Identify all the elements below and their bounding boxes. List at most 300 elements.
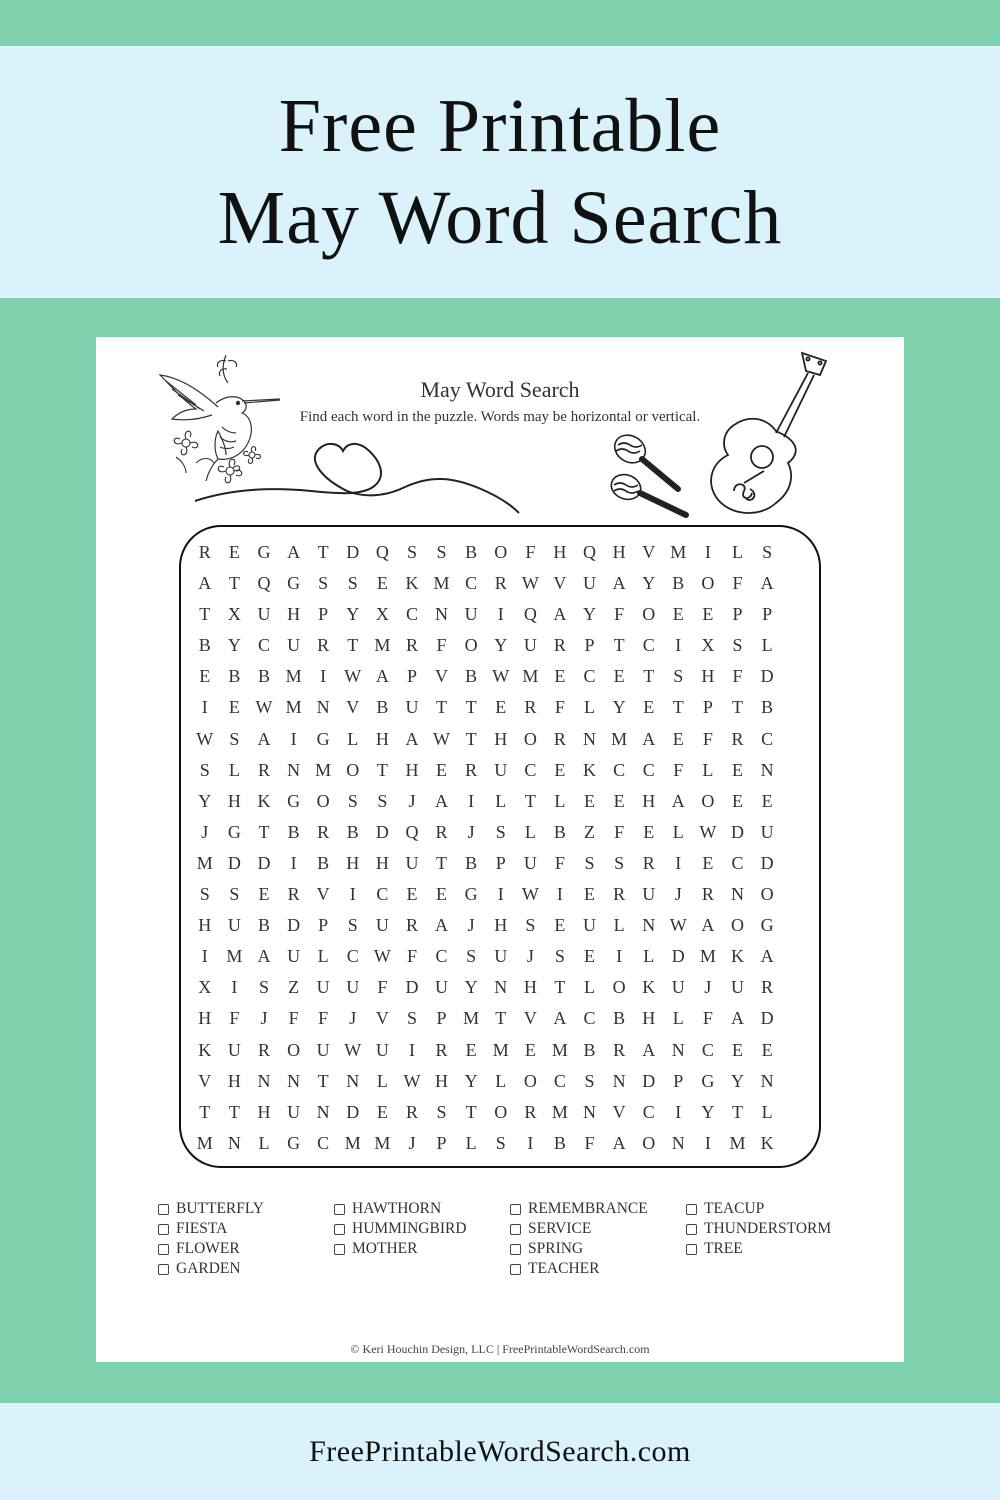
grid-letter[interactable]: M (551, 1101, 568, 1122)
grid-letter[interactable]: E (376, 1101, 388, 1122)
grid-letter[interactable]: L (702, 759, 714, 780)
word-checkbox[interactable] (158, 1204, 169, 1215)
grid-letter[interactable]: I (408, 1039, 415, 1060)
grid-letter[interactable]: M (699, 946, 716, 967)
grid-letter[interactable]: H (198, 915, 212, 936)
grid-letter[interactable]: D (375, 821, 389, 842)
grid-letter[interactable]: T (465, 697, 477, 718)
grid-letter[interactable]: C (613, 759, 626, 780)
grid-letter[interactable]: D (642, 1070, 656, 1091)
grid-letter[interactable]: M (196, 1132, 213, 1153)
grid-letter[interactable]: T (258, 821, 270, 842)
grid-letter[interactable]: P (732, 604, 743, 625)
grid-letter[interactable]: I (231, 977, 238, 998)
grid-letter[interactable]: K (642, 977, 656, 998)
grid-letter[interactable]: H (701, 666, 715, 687)
grid-letter[interactable]: I (468, 790, 475, 811)
grid-letter[interactable]: R (317, 635, 330, 656)
grid-letter[interactable]: U (583, 573, 597, 594)
grid-letter[interactable]: A (760, 573, 774, 594)
grid-letter[interactable]: O (701, 790, 715, 811)
grid-letter[interactable]: I (704, 542, 711, 562)
grid-letter[interactable]: W (492, 666, 510, 687)
grid-letter[interactable]: X (701, 635, 715, 656)
word-checkbox[interactable] (334, 1244, 345, 1255)
grid-letter[interactable]: G (701, 1070, 715, 1091)
grid-letter[interactable]: H (257, 1101, 271, 1122)
grid-letter[interactable]: N (287, 759, 301, 780)
grid-letter[interactable]: C (524, 759, 537, 780)
grid-letter[interactable]: Q (583, 542, 597, 562)
grid-letter[interactable]: U (287, 635, 301, 656)
grid-letter[interactable]: I (201, 697, 208, 718)
grid-letter[interactable]: B (672, 573, 685, 594)
grid-letter[interactable]: T (317, 542, 329, 562)
grid-letter[interactable]: M (522, 666, 539, 687)
grid-letter[interactable]: E (554, 666, 566, 687)
grid-letter[interactable]: H (494, 728, 508, 749)
grid-letter[interactable]: E (258, 884, 270, 905)
grid-letter[interactable]: K (198, 1039, 212, 1060)
grid-letter[interactable]: L (761, 1101, 773, 1122)
grid-letter[interactable]: T (524, 790, 536, 811)
grid-letter[interactable]: H (287, 604, 301, 625)
grid-letter[interactable]: X (198, 977, 212, 998)
grid-letter[interactable]: C (376, 884, 389, 905)
grid-letter[interactable]: U (316, 977, 330, 998)
grid-letter[interactable]: U (464, 604, 478, 625)
grid-letter[interactable]: T (465, 1101, 477, 1122)
grid-letter[interactable]: T (436, 852, 448, 873)
grid-letter[interactable]: L (584, 977, 596, 998)
grid-letter[interactable]: L (465, 1132, 477, 1153)
word-checkbox[interactable] (510, 1224, 521, 1235)
grid-letter[interactable]: P (318, 915, 329, 936)
grid-letter[interactable]: B (198, 635, 211, 656)
grid-letter[interactable]: S (436, 542, 447, 562)
grid-letter[interactable]: E (672, 728, 684, 749)
grid-letter[interactable]: L (495, 1070, 507, 1091)
grid-letter[interactable]: V (198, 1070, 212, 1091)
grid-letter[interactable]: U (405, 697, 419, 718)
grid-letter[interactable]: U (227, 915, 241, 936)
grid-letter[interactable]: P (495, 852, 506, 873)
grid-letter[interactable]: H (612, 542, 626, 562)
grid-letter[interactable]: E (554, 915, 566, 936)
grid-letter[interactable]: N (730, 884, 744, 905)
grid-letter[interactable]: U (257, 604, 271, 625)
grid-letter[interactable]: K (730, 946, 744, 967)
grid-letter[interactable]: A (553, 604, 567, 625)
grid-letter[interactable]: U (494, 946, 508, 967)
grid-letter[interactable]: M (463, 1008, 480, 1029)
grid-letter[interactable]: D (671, 946, 685, 967)
grid-letter[interactable]: S (347, 915, 358, 936)
grid-letter[interactable]: K (405, 573, 419, 594)
grid-letter[interactable]: O (494, 542, 508, 562)
grid-letter[interactable]: L (643, 946, 655, 967)
grid-letter[interactable]: M (315, 759, 332, 780)
grid-letter[interactable]: I (556, 884, 563, 905)
grid-letter[interactable]: E (584, 884, 596, 905)
grid-letter[interactable]: A (671, 790, 685, 811)
grid-letter[interactable]: S (614, 852, 625, 873)
grid-letter[interactable]: E (524, 1039, 536, 1060)
grid-letter[interactable]: S (495, 1132, 506, 1153)
grid-letter[interactable]: Y (464, 977, 478, 998)
grid-letter[interactable]: L (347, 728, 359, 749)
grid-letter[interactable]: I (349, 884, 356, 905)
grid-letter[interactable]: R (731, 728, 744, 749)
grid-letter[interactable]: B (583, 1039, 596, 1060)
grid-letter[interactable]: S (525, 915, 536, 936)
grid-letter[interactable]: E (228, 542, 240, 562)
grid-letter[interactable]: O (464, 635, 478, 656)
grid-letter[interactable]: B (376, 697, 389, 718)
grid-letter[interactable]: S (347, 790, 358, 811)
grid-letter[interactable]: H (523, 977, 537, 998)
grid-letter[interactable]: H (227, 1070, 241, 1091)
word-checkbox[interactable] (510, 1264, 521, 1275)
grid-letter[interactable]: N (671, 1132, 685, 1153)
grid-letter[interactable]: F (732, 666, 743, 687)
grid-letter[interactable]: J (349, 1008, 357, 1029)
grid-letter[interactable]: O (612, 977, 626, 998)
grid-letter[interactable]: E (406, 884, 418, 905)
grid-letter[interactable]: I (320, 666, 327, 687)
grid-letter[interactable]: A (701, 915, 715, 936)
grid-letter[interactable]: M (374, 635, 391, 656)
grid-letter[interactable]: P (406, 666, 417, 687)
grid-letter[interactable]: O (642, 604, 656, 625)
grid-letter[interactable]: A (760, 946, 774, 967)
grid-letter[interactable]: A (198, 573, 212, 594)
grid-letter[interactable]: M (344, 1132, 361, 1153)
grid-letter[interactable]: T (495, 1008, 507, 1029)
grid-letter[interactable]: E (761, 1039, 773, 1060)
grid-letter[interactable]: Y (464, 1070, 478, 1091)
grid-letter[interactable]: M (226, 946, 243, 967)
grid-letter[interactable]: L (317, 946, 329, 967)
grid-letter[interactable]: B (465, 542, 478, 562)
grid-letter[interactable]: S (584, 852, 595, 873)
grid-letter[interactable]: N (583, 1101, 597, 1122)
grid-letter[interactable]: Q (257, 573, 271, 594)
grid-letter[interactable]: P (436, 1132, 447, 1153)
grid-letter[interactable]: O (346, 759, 360, 780)
grid-letter[interactable]: N (227, 1132, 241, 1153)
grid-letter[interactable]: Y (198, 790, 212, 811)
grid-letter[interactable]: T (465, 728, 477, 749)
grid-letter[interactable]: U (642, 884, 656, 905)
grid-letter[interactable]: U (346, 977, 360, 998)
grid-letter[interactable]: F (525, 542, 536, 562)
grid-letter[interactable]: W (669, 915, 687, 936)
grid-letter[interactable]: V (612, 1101, 626, 1122)
grid-letter[interactable]: J (408, 790, 416, 811)
grid-letter[interactable]: U (227, 1039, 241, 1060)
grid-letter[interactable]: Y (583, 604, 597, 625)
grid-letter[interactable]: W (433, 728, 451, 749)
grid-letter[interactable]: P (702, 697, 713, 718)
grid-letter[interactable]: R (524, 1101, 537, 1122)
grid-letter[interactable]: U (316, 1039, 330, 1060)
grid-letter[interactable]: K (257, 790, 271, 811)
grid-letter[interactable]: R (465, 759, 478, 780)
grid-letter[interactable]: P (584, 635, 595, 656)
grid-letter[interactable]: A (612, 573, 626, 594)
grid-letter[interactable]: N (612, 1070, 626, 1091)
grid-letter[interactable]: I (527, 1132, 534, 1153)
grid-letter[interactable]: I (704, 1132, 711, 1153)
grid-letter[interactable]: R (198, 542, 211, 562)
grid-letter[interactable]: O (730, 915, 744, 936)
grid-letter[interactable]: H (227, 790, 241, 811)
grid-letter[interactable]: F (554, 697, 565, 718)
grid-letter[interactable]: D (346, 542, 360, 562)
grid-letter[interactable]: W (196, 728, 214, 749)
grid-letter[interactable]: R (553, 728, 566, 749)
grid-letter[interactable]: E (761, 790, 773, 811)
grid-letter[interactable]: M (551, 1039, 568, 1060)
grid-letter[interactable]: S (258, 977, 269, 998)
grid-letter[interactable]: J (526, 946, 534, 967)
grid-letter[interactable]: Y (701, 1101, 715, 1122)
grid-letter[interactable]: G (760, 915, 774, 936)
grid-letter[interactable]: V (435, 666, 449, 687)
grid-letter[interactable]: O (494, 1101, 508, 1122)
grid-letter[interactable]: D (346, 1101, 360, 1122)
grid-letter[interactable]: T (199, 604, 211, 625)
grid-letter[interactable]: R (642, 852, 655, 873)
grid-letter[interactable]: V (642, 542, 656, 562)
grid-letter[interactable]: S (436, 1101, 447, 1122)
grid-letter[interactable]: E (643, 697, 655, 718)
grid-letter[interactable]: S (199, 759, 210, 780)
grid-letter[interactable]: X (227, 604, 241, 625)
grid-letter[interactable]: G (227, 821, 241, 842)
grid-letter[interactable]: U (375, 1039, 389, 1060)
grid-letter[interactable]: R (257, 1039, 270, 1060)
grid-letter[interactable]: O (642, 1132, 656, 1153)
grid-letter[interactable]: R (287, 884, 300, 905)
grid-letter[interactable]: N (287, 1070, 301, 1091)
grid-letter[interactable]: B (257, 915, 270, 936)
grid-letter[interactable]: D (227, 852, 241, 873)
grid-letter[interactable]: V (553, 573, 567, 594)
grid-letter[interactable]: B (761, 697, 774, 718)
grid-letter[interactable]: P (436, 1008, 447, 1029)
word-checkbox[interactable] (510, 1204, 521, 1215)
word-checkbox[interactable] (686, 1244, 697, 1255)
grid-letter[interactable]: W (373, 946, 391, 967)
word-checkbox[interactable] (510, 1244, 521, 1255)
grid-letter[interactable]: K (583, 759, 597, 780)
grid-letter[interactable]: E (554, 759, 566, 780)
grid-letter[interactable]: U (287, 946, 301, 967)
grid-letter[interactable]: M (285, 666, 302, 687)
grid-letter[interactable]: T (199, 1101, 211, 1122)
grid-letter[interactable]: C (731, 852, 744, 873)
grid-letter[interactable]: I (497, 604, 504, 625)
grid-letter[interactable]: D (730, 821, 744, 842)
grid-letter[interactable]: E (672, 604, 684, 625)
grid-letter[interactable]: W (344, 666, 362, 687)
grid-letter[interactable]: N (760, 759, 774, 780)
grid-letter[interactable]: J (201, 821, 209, 842)
grid-letter[interactable]: P (318, 604, 329, 625)
grid-letter[interactable]: R (701, 884, 714, 905)
grid-letter[interactable]: N (316, 697, 330, 718)
grid-letter[interactable]: H (198, 1008, 212, 1029)
grid-letter[interactable]: L (495, 790, 507, 811)
grid-letter[interactable]: C (642, 759, 655, 780)
grid-letter[interactable]: F (406, 946, 417, 967)
grid-letter[interactable]: X (375, 604, 389, 625)
grid-letter[interactable]: C (317, 1132, 330, 1153)
grid-letter[interactable]: C (435, 946, 448, 967)
grid-letter[interactable]: A (642, 728, 656, 749)
grid-letter[interactable]: O (523, 1070, 537, 1091)
grid-letter[interactable]: B (553, 821, 566, 842)
grid-letter[interactable]: R (613, 884, 626, 905)
grid-letter[interactable]: W (344, 1039, 362, 1060)
grid-letter[interactable]: D (760, 1008, 774, 1029)
grid-letter[interactable]: H (375, 852, 389, 873)
grid-letter[interactable]: S (673, 666, 684, 687)
grid-letter[interactable]: B (317, 852, 330, 873)
grid-letter[interactable]: C (583, 1008, 596, 1029)
grid-letter[interactable]: R (494, 573, 507, 594)
grid-letter[interactable]: N (760, 1070, 774, 1091)
grid-letter[interactable]: R (405, 635, 418, 656)
grid-letter[interactable]: W (255, 697, 273, 718)
grid-letter[interactable]: E (702, 852, 714, 873)
grid-letter[interactable]: L (584, 697, 596, 718)
grid-letter[interactable]: L (376, 1070, 388, 1091)
grid-letter[interactable]: B (257, 666, 270, 687)
grid-letter[interactable]: L (258, 1132, 270, 1153)
grid-letter[interactable]: L (554, 790, 566, 811)
grid-letter[interactable]: U (435, 977, 449, 998)
grid-letter[interactable]: N (671, 1039, 685, 1060)
grid-letter[interactable]: J (408, 1132, 416, 1153)
word-checkbox[interactable] (158, 1224, 169, 1235)
grid-letter[interactable]: T (228, 1101, 240, 1122)
grid-letter[interactable]: P (762, 604, 773, 625)
grid-letter[interactable]: R (613, 1039, 626, 1060)
grid-letter[interactable]: M (492, 1039, 509, 1060)
grid-letter[interactable]: P (673, 1070, 684, 1091)
grid-letter[interactable]: U (730, 977, 744, 998)
grid-letter[interactable]: F (584, 1132, 595, 1153)
grid-letter[interactable]: W (521, 573, 539, 594)
grid-letter[interactable]: V (375, 1008, 389, 1029)
grid-letter[interactable]: E (465, 1039, 477, 1060)
grid-letter[interactable]: I (290, 728, 297, 749)
grid-letter[interactable]: S (199, 884, 210, 905)
grid-letter[interactable]: C (701, 1039, 714, 1060)
grid-letter[interactable]: D (760, 852, 774, 873)
grid-letter[interactable]: C (553, 1070, 566, 1091)
grid-letter[interactable]: B (346, 821, 359, 842)
grid-letter[interactable]: C (642, 635, 655, 656)
grid-letter[interactable]: E (731, 790, 743, 811)
grid-letter[interactable]: M (611, 728, 628, 749)
grid-letter[interactable]: Y (642, 573, 656, 594)
grid-letter[interactable]: A (287, 542, 301, 562)
grid-letter[interactable]: F (436, 635, 447, 656)
grid-letter[interactable]: L (731, 542, 743, 562)
grid-letter[interactable]: H (642, 790, 656, 811)
grid-letter[interactable]: C (405, 604, 418, 625)
grid-letter[interactable]: J (467, 821, 475, 842)
grid-letter[interactable]: R (524, 697, 537, 718)
grid-letter[interactable]: O (523, 728, 537, 749)
grid-letter[interactable]: A (642, 1039, 656, 1060)
grid-letter[interactable]: H (346, 852, 360, 873)
grid-letter[interactable]: S (762, 542, 773, 562)
grid-letter[interactable]: E (731, 1039, 743, 1060)
grid-letter[interactable]: A (553, 1008, 567, 1029)
grid-letter[interactable]: D (287, 915, 301, 936)
grid-letter[interactable]: B (465, 666, 478, 687)
grid-letter[interactable]: R (435, 1039, 448, 1060)
grid-letter[interactable]: E (199, 666, 211, 687)
grid-letter[interactable]: Y (612, 697, 626, 718)
grid-letter[interactable]: A (730, 1008, 744, 1029)
grid-letter[interactable]: I (675, 635, 682, 656)
grid-letter[interactable]: C (346, 946, 359, 967)
grid-letter[interactable]: T (228, 573, 240, 594)
grid-letter[interactable]: F (702, 728, 713, 749)
word-checkbox[interactable] (334, 1204, 345, 1215)
grid-letter[interactable]: O (701, 573, 715, 594)
grid-letter[interactable]: I (201, 946, 208, 967)
grid-letter[interactable]: L (672, 821, 684, 842)
grid-letter[interactable]: I (616, 946, 623, 967)
grid-letter[interactable]: V (316, 884, 330, 905)
word-checkbox[interactable] (334, 1224, 345, 1235)
grid-letter[interactable]: J (260, 1008, 268, 1029)
grid-letter[interactable]: B (553, 1132, 566, 1153)
grid-letter[interactable]: S (732, 635, 743, 656)
grid-letter[interactable]: V (523, 1008, 537, 1029)
grid-letter[interactable]: O (760, 884, 774, 905)
word-checkbox[interactable] (686, 1224, 697, 1235)
grid-letter[interactable]: A (405, 728, 419, 749)
grid-letter[interactable]: U (523, 852, 537, 873)
grid-letter[interactable]: C (465, 573, 478, 594)
grid-letter[interactable]: M (729, 1132, 746, 1153)
grid-letter[interactable]: R (553, 635, 566, 656)
grid-letter[interactable]: N (435, 604, 449, 625)
grid-letter[interactable]: C (257, 635, 270, 656)
grid-letter[interactable]: Y (346, 604, 360, 625)
grid-letter[interactable]: Z (288, 977, 300, 998)
grid-letter[interactable]: E (584, 790, 596, 811)
grid-letter[interactable]: U (760, 821, 774, 842)
grid-letter[interactable]: S (406, 1008, 417, 1029)
grid-letter[interactable]: F (288, 1008, 299, 1029)
grid-letter[interactable]: B (287, 821, 300, 842)
grid-letter[interactable]: Y (730, 1070, 744, 1091)
grid-letter[interactable]: E (643, 821, 655, 842)
grid-letter[interactable]: Q (375, 542, 389, 562)
grid-letter[interactable]: I (675, 1101, 682, 1122)
grid-letter[interactable]: E (376, 573, 388, 594)
grid-letter[interactable]: M (433, 573, 450, 594)
